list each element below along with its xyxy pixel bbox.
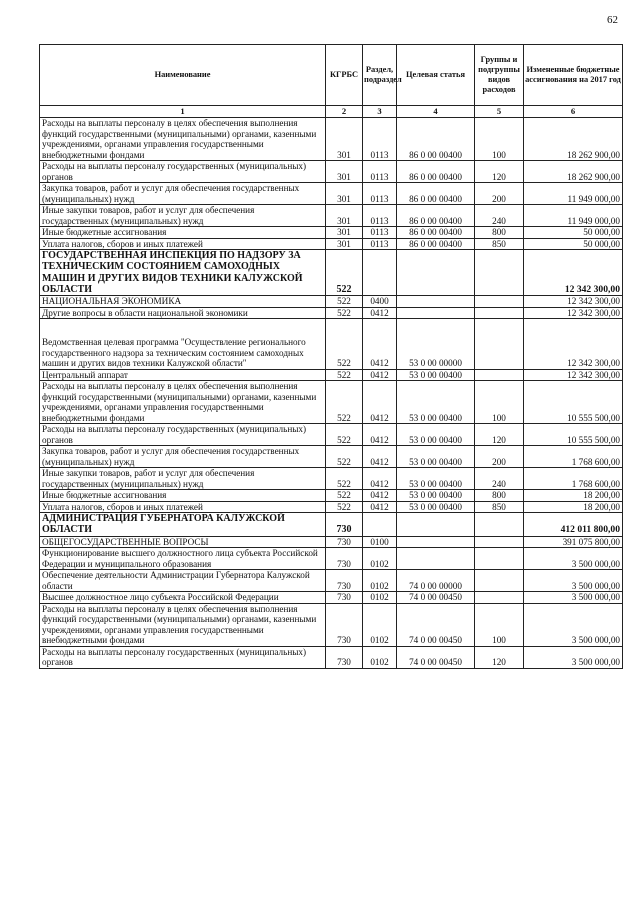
row-razdel: 0412 (363, 446, 397, 468)
row-amount: 11 949 000,00 (524, 205, 623, 227)
table-row (40, 296, 623, 308)
row-amount: 12 342 300,00 (524, 296, 623, 308)
row-target-article (397, 536, 475, 548)
row-target-article: 53 0 00 00400 (397, 501, 475, 513)
row-kgrbs: 730 (326, 513, 363, 537)
row-expense-group (475, 513, 524, 537)
row-razdel: 0412 (363, 319, 397, 370)
col-header-amount: Измененные бюджетные ассигнования на 2017 год (524, 45, 623, 106)
row-name: Другие вопросы в области национальной экономики (40, 307, 326, 319)
row-target-article: 53 0 00 00400 (397, 446, 475, 468)
row-target-article: 53 0 00 00400 (397, 490, 475, 502)
row-amount: 12 342 300,00 (524, 369, 623, 381)
row-amount: 3 500 000,00 (524, 592, 623, 604)
col-header-razdel: Раздел, подраздел (363, 45, 397, 106)
row-razdel: 0102 (363, 592, 397, 604)
row-amount: 10 555 500,00 (524, 381, 623, 424)
row-amount: 391 075 800,00 (524, 536, 623, 548)
row-razdel: 0412 (363, 468, 397, 490)
table-row (40, 446, 623, 468)
row-kgrbs: 301 (326, 118, 363, 161)
row-amount: 3 500 000,00 (524, 646, 623, 668)
row-expense-group: 120 (475, 646, 524, 668)
row-kgrbs: 301 (326, 161, 363, 183)
row-target-article (397, 250, 475, 296)
row-amount: 18 262 900,00 (524, 118, 623, 161)
row-target-article: 53 0 00 00400 (397, 468, 475, 490)
row-expense-group (475, 250, 524, 296)
row-name: Функционирование высшего должностного лица субъекта Российской Федерации и муниципального образования (40, 548, 326, 570)
row-name: ГОСУДАРСТВЕННАЯ ИНСПЕКЦИЯ ПО НАДЗОРУ ЗА ТЕХНИЧЕСКИМ СОСТОЯНИЕМ САМОХОДНЫХ МАШИН И ДРУГИХ ВИДОВ ТЕХНИКИ КАЛУЖСКОЙ ОБЛАСТИ (40, 250, 326, 296)
row-amount: 18 200,00 (524, 501, 623, 513)
row-name: Уплата налогов, сборов и иных платежей (40, 238, 326, 250)
row-kgrbs: 522 (326, 296, 363, 308)
row-target-article (397, 548, 475, 570)
row-target-article (397, 513, 475, 537)
row-target-article: 86 0 00 00400 (397, 227, 475, 239)
row-expense-group: 800 (475, 227, 524, 239)
row-kgrbs: 522 (326, 490, 363, 502)
col-number: 2 (326, 106, 363, 118)
row-target-article: 53 0 00 00000 (397, 319, 475, 370)
row-kgrbs: 301 (326, 205, 363, 227)
row-amount: 11 949 000,00 (524, 183, 623, 205)
row-razdel: 0400 (363, 296, 397, 308)
row-razdel: 0102 (363, 603, 397, 646)
row-kgrbs: 522 (326, 446, 363, 468)
row-amount: 3 500 000,00 (524, 603, 623, 646)
row-kgrbs: 730 (326, 548, 363, 570)
row-name: Расходы на выплаты персоналу государственных (муниципальных) органов (40, 161, 326, 183)
row-name: ОБЩЕГОСУДАРСТВЕННЫЕ ВОПРОСЫ (40, 536, 326, 548)
table-row (40, 250, 623, 296)
row-razdel: 0412 (363, 307, 397, 319)
row-kgrbs: 730 (326, 592, 363, 604)
row-expense-group (475, 570, 524, 592)
row-kgrbs: 522 (326, 307, 363, 319)
row-expense-group: 240 (475, 205, 524, 227)
row-kgrbs: 730 (326, 570, 363, 592)
row-expense-group (475, 319, 524, 370)
row-kgrbs: 522 (326, 369, 363, 381)
row-target-article: 86 0 00 00400 (397, 183, 475, 205)
row-name: Расходы на выплаты персоналу в целях обеспечения выполнения функций государственными (муниципальными) органами, казенными учреждениями, органами управления государственными внебюджетными фондами (40, 118, 326, 161)
row-target-article: 53 0 00 00400 (397, 424, 475, 446)
row-expense-group: 120 (475, 161, 524, 183)
row-razdel (363, 513, 397, 537)
row-expense-group: 800 (475, 490, 524, 502)
budget-table (39, 44, 623, 669)
row-expense-group: 850 (475, 501, 524, 513)
row-expense-group: 240 (475, 468, 524, 490)
row-kgrbs: 522 (326, 250, 363, 296)
row-target-article: 53 0 00 00400 (397, 369, 475, 381)
row-target-article: 74 0 00 00450 (397, 592, 475, 604)
row-target-article: 86 0 00 00400 (397, 205, 475, 227)
table-row (40, 501, 623, 513)
row-razdel: 0102 (363, 548, 397, 570)
row-expense-group (475, 296, 524, 308)
row-expense-group (475, 548, 524, 570)
row-target-article (397, 296, 475, 308)
row-name: Обеспечение деятельности Администрации Губернатора Калужской области (40, 570, 326, 592)
row-kgrbs: 522 (326, 468, 363, 490)
row-amount: 18 262 900,00 (524, 161, 623, 183)
col-number: 6 (524, 106, 623, 118)
table-row (40, 646, 623, 668)
row-razdel: 0113 (363, 183, 397, 205)
header-row (40, 45, 623, 106)
row-razdel: 0412 (363, 490, 397, 502)
table-row (40, 183, 623, 205)
table-row (40, 307, 623, 319)
row-target-article: 53 0 00 00400 (397, 381, 475, 424)
row-razdel (363, 250, 397, 296)
table-body (40, 118, 623, 669)
col-number: 5 (475, 106, 524, 118)
row-expense-group: 200 (475, 446, 524, 468)
page-number: 62 (607, 14, 618, 26)
row-kgrbs: 522 (326, 319, 363, 370)
row-name: Уплата налогов, сборов и иных платежей (40, 501, 326, 513)
table-row (40, 238, 623, 250)
table-row (40, 548, 623, 570)
row-name: Ведомственная целевая программа "Осуществление регионального государственного надзора за техническим состоянием самоходных машин и других видов техники Калужской области" (40, 319, 326, 370)
row-target-article: 74 0 00 00450 (397, 603, 475, 646)
row-expense-group: 100 (475, 118, 524, 161)
table-row (40, 227, 623, 239)
row-name: НАЦИОНАЛЬНАЯ ЭКОНОМИКА (40, 296, 326, 308)
col-header-kgrbs: КГРБС (326, 45, 363, 106)
row-target-article: 74 0 00 00450 (397, 646, 475, 668)
row-razdel: 0113 (363, 161, 397, 183)
row-amount: 412 011 800,00 (524, 513, 623, 537)
row-target-article (397, 307, 475, 319)
row-amount: 12 342 300,00 (524, 250, 623, 296)
row-amount: 12 342 300,00 (524, 319, 623, 370)
row-expense-group: 100 (475, 603, 524, 646)
row-amount: 1 768 600,00 (524, 468, 623, 490)
row-amount: 10 555 500,00 (524, 424, 623, 446)
row-expense-group (475, 536, 524, 548)
table-row (40, 603, 623, 646)
row-razdel: 0113 (363, 205, 397, 227)
table-row (40, 161, 623, 183)
col-number: 1 (40, 106, 326, 118)
row-razdel: 0412 (363, 381, 397, 424)
row-target-article: 74 0 00 00000 (397, 570, 475, 592)
row-amount: 18 200,00 (524, 490, 623, 502)
table-row (40, 424, 623, 446)
row-expense-group (475, 369, 524, 381)
row-name: Закупка товаров, работ и услуг для обеспечения государственных (муниципальных) нужд (40, 446, 326, 468)
row-razdel: 0100 (363, 536, 397, 548)
col-number: 4 (397, 106, 475, 118)
row-kgrbs: 730 (326, 646, 363, 668)
table-row (40, 319, 623, 370)
row-name: Иные бюджетные ассигнования (40, 227, 326, 239)
col-header-name: Наименование (40, 45, 326, 106)
row-razdel: 0113 (363, 227, 397, 239)
row-target-article: 86 0 00 00400 (397, 118, 475, 161)
row-name: Центральный аппарат (40, 369, 326, 381)
row-kgrbs: 301 (326, 238, 363, 250)
row-razdel: 0113 (363, 118, 397, 161)
row-name: Закупка товаров, работ и услуг для обеспечения государственных (муниципальных) нужд (40, 183, 326, 205)
row-amount: 1 768 600,00 (524, 446, 623, 468)
row-target-article: 86 0 00 00400 (397, 238, 475, 250)
row-name: Расходы на выплаты персоналу в целях обеспечения выполнения функций государственными (муниципальными) органами, казенными учреждениями, органами управления государственными внебюджетными фондами (40, 603, 326, 646)
row-razdel: 0412 (363, 424, 397, 446)
row-target-article: 86 0 00 00400 (397, 161, 475, 183)
row-name: Высшее должностное лицо субъекта Российской Федерации (40, 592, 326, 604)
table-row (40, 369, 623, 381)
table-row (40, 468, 623, 490)
row-razdel: 0102 (363, 646, 397, 668)
row-expense-group: 200 (475, 183, 524, 205)
row-amount: 12 342 300,00 (524, 307, 623, 319)
table-row (40, 490, 623, 502)
col-number: 3 (363, 106, 397, 118)
row-name: Иные закупки товаров, работ и услуг для обеспечения государственных (муниципальных) нужд (40, 205, 326, 227)
table-row (40, 381, 623, 424)
row-kgrbs: 301 (326, 227, 363, 239)
row-amount: 50 000,00 (524, 227, 623, 239)
row-amount: 3 500 000,00 (524, 548, 623, 570)
row-name: Иные закупки товаров, работ и услуг для обеспечения государственных (муниципальных) нужд (40, 468, 326, 490)
row-expense-group: 120 (475, 424, 524, 446)
row-kgrbs: 522 (326, 381, 363, 424)
row-expense-group: 850 (475, 238, 524, 250)
table-row (40, 570, 623, 592)
row-razdel: 0113 (363, 238, 397, 250)
row-kgrbs: 301 (326, 183, 363, 205)
row-expense-group: 100 (475, 381, 524, 424)
table-row (40, 118, 623, 161)
row-kgrbs: 522 (326, 501, 363, 513)
row-name: Расходы на выплаты персоналу государственных (муниципальных) органов (40, 424, 326, 446)
row-name: Расходы на выплаты персоналу в целях обеспечения выполнения функций государственными (муниципальными) органами, казенными учреждениями, органами управления государственными внебюджетными фондами (40, 381, 326, 424)
header-numbers-row (40, 106, 623, 118)
table-row (40, 513, 623, 537)
row-amount: 50 000,00 (524, 238, 623, 250)
col-header-target: Целевая статья (397, 45, 475, 106)
row-kgrbs: 730 (326, 536, 363, 548)
row-kgrbs: 522 (326, 424, 363, 446)
col-header-group: Группы и подгруппы видов расходов (475, 45, 524, 106)
table-row (40, 536, 623, 548)
row-razdel: 0412 (363, 369, 397, 381)
row-amount: 3 500 000,00 (524, 570, 623, 592)
row-name: Расходы на выплаты персоналу государственных (муниципальных) органов (40, 646, 326, 668)
row-razdel: 0412 (363, 501, 397, 513)
row-kgrbs: 730 (326, 603, 363, 646)
table-row (40, 592, 623, 604)
table-row (40, 205, 623, 227)
row-expense-group (475, 307, 524, 319)
row-razdel: 0102 (363, 570, 397, 592)
row-expense-group (475, 592, 524, 604)
row-name: Иные бюджетные ассигнования (40, 490, 326, 502)
row-name: АДМИНИСТРАЦИЯ ГУБЕРНАТОРА КАЛУЖСКОЙ ОБЛАСТИ (40, 513, 326, 537)
